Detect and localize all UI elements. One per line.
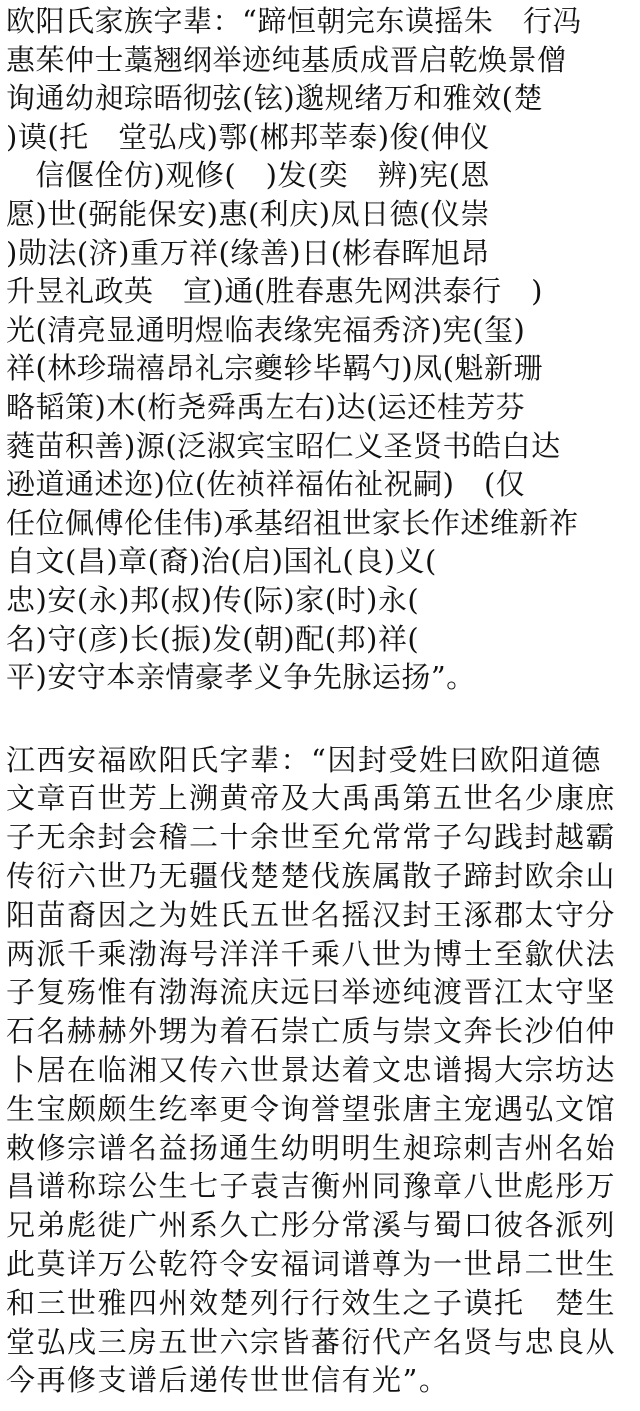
text-line: 忠)安(永)邦(叔)传(际)家(时)永(	[6, 582, 420, 617]
text-line: 任位佩傅伦佳伟)承基绍祖世家长作述维新祚	[6, 505, 579, 540]
text-line: 惠茱仲士藁翘纲举迹纯基质成晋启乾焕景僧	[6, 42, 567, 77]
text-line: 阳苗裔因之为姓氏五世名摇汉封王涿郡太守分	[6, 897, 617, 932]
text-line: 文章百世芳上溯黄帝及大禹禹第五世名少康庶	[6, 781, 617, 816]
text-line: 蕤苗积善)源(泛淑宾宝昭仁义圣贤书皓白达	[6, 428, 561, 463]
text-line: 兄弟彪徙广州系久亡彤分常溪与蜀口彼各派列	[6, 1208, 617, 1243]
text-line: 自文(昌)章(裔)治(启)国礼(良)义(	[6, 544, 437, 579]
text-line: 两派千乘渤海号洋洋千乘八世为博士至歙伏法	[6, 936, 617, 971]
text-line: 愿)世(弼能保安)惠(利庆)凤日德(仪崇	[6, 196, 490, 231]
text-line: 堂弘戌三房五世六宗皆蕃衍代产名贤与忠良从	[6, 1324, 617, 1359]
text-line: 子复殇惟有渤海流庆远曰举迹纯渡晋江太守坚	[6, 975, 617, 1010]
text-line: 今再修支谱后递传世世信有光”。	[6, 1363, 450, 1398]
text-line: )谟(托 堂弘戌)鄠(郴邦莘泰)俊(伸仪	[6, 119, 490, 154]
text-line: 欧阳氏家族字辈：“蹄恒朝完东谟摇朱 行冯	[6, 4, 582, 38]
text-line: 略韬策)木(桁尧舜禹左右)达(运还桂芳芬	[6, 389, 526, 424]
text-line: 和三世雅四州效楚列行行效生之子谟托 楚生	[6, 1285, 617, 1320]
section-jiangxi-anfu-ouyang-generation-names	[6, 741, 636, 1401]
text-line: 光(清亮显通明煜临表缘宪福秀济)宪(玺)	[6, 312, 526, 347]
text-line: 江西安福欧阳氏字辈：“因封受姓曰欧阳道德	[6, 742, 602, 777]
section-ouyang-family-generation-names	[6, 2, 636, 697]
text-line: 名)守(彦)长(振)发(朝)配(邦)祥(	[6, 621, 420, 656]
text-line: 传衍六世乃无疆伐楚楚伐族属散子蹄封欧余山	[6, 859, 617, 894]
text-line: 敕修宗谱名益扬通生幼明明生昶琮刺吉州名始	[6, 1130, 617, 1165]
text-line: 此莫详万公乾符令安福词谱尊为一世昂二世生	[6, 1247, 617, 1282]
text-line: 祥(林珍瑞禧昂礼宗夔轸毕羁勺)凤(魁新珊	[6, 351, 543, 386]
text-line: 平)安守本亲情豪孝义争先脉运扬”。	[6, 660, 476, 695]
text-line: 逊道通述迩)位(佐祯祥福佑祉祝嗣) (仅	[6, 467, 526, 502]
text-line: 询通幼昶琮晤彻弦(铉)邈规绪万和雅效(楚	[6, 81, 543, 116]
text-line: 昌谱称琮公生七子袁吉衡州同豫章八世彪彤万	[6, 1169, 617, 1204]
text-line: )勋法(济)重万祥(缘善)日(彬春晖旭昂	[6, 235, 490, 270]
text-line: 信偃佺仿)观修( )发(奕 辨)宪(恩	[6, 158, 490, 193]
text-line: 生宝颇颇生纥率更令询誉望张唐主宠遇弘文馆	[6, 1091, 617, 1126]
text-line: 升昱礼政英 宣)通(胜春惠先网洪泰行 )	[6, 274, 543, 309]
text-line: 卜居在临湘又传六世景达着文忠谱揭大宗坊达	[6, 1053, 617, 1088]
text-line: 子无余封会稽二十余世至允常常子勾践封越霸	[6, 820, 617, 855]
text-line: 石名赫赫外甥为着石崇亡质与崇文奔长沙伯仲	[6, 1014, 617, 1049]
